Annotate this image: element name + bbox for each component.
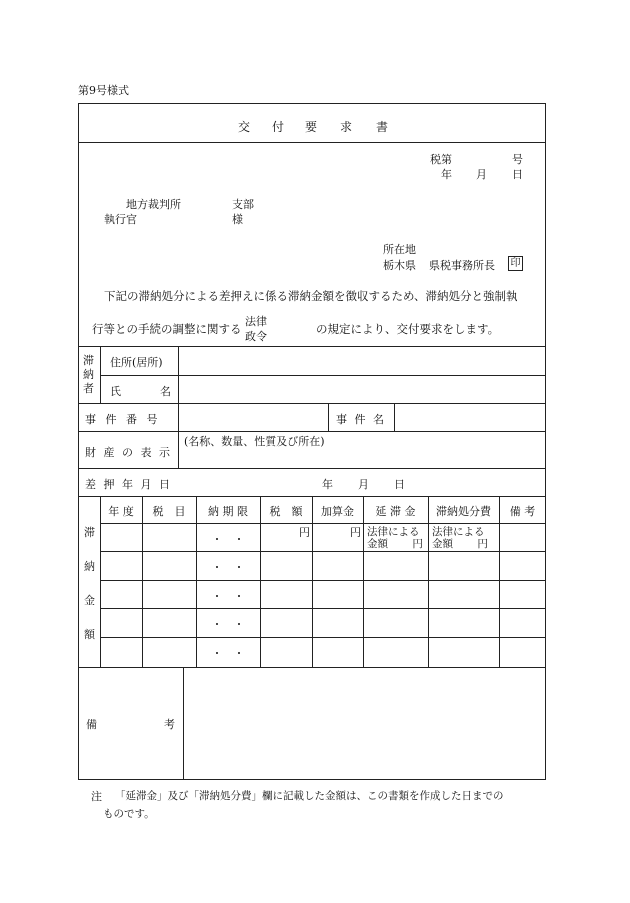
divider bbox=[178, 346, 179, 468]
addressee-honorific: 様 bbox=[232, 213, 243, 226]
ordinance-option: 政令 bbox=[245, 330, 267, 343]
disposal-fee-legal-1: 法律による bbox=[432, 526, 485, 538]
table-header: 備 考 bbox=[509, 505, 536, 518]
divider bbox=[499, 496, 500, 667]
addressee-officer: 執行官 bbox=[104, 213, 137, 226]
due-date-placeholder: ・ ・ bbox=[211, 561, 245, 575]
due-date-placeholder: ・ ・ bbox=[211, 589, 245, 603]
table-header: 税 目 bbox=[152, 505, 186, 518]
property-label: 財 産 の 表 示 bbox=[85, 446, 172, 459]
divider bbox=[363, 496, 364, 667]
name-label-a: 氏 bbox=[110, 385, 121, 398]
body-line-1: 下記の滞納処分による差押えに係る滞納金額を徴収するため、滞納処分と強制執 bbox=[104, 289, 518, 303]
seizure-date-label: 差 押 年 月 日 bbox=[85, 478, 172, 491]
divider bbox=[78, 346, 546, 347]
remarks-label-b: 考 bbox=[164, 718, 175, 731]
divider bbox=[78, 142, 546, 143]
sender-prefecture: 栃木県 bbox=[383, 259, 416, 272]
case-name-label: 事 件 名 bbox=[336, 413, 386, 426]
property-hint: (名称、数量、性質及び所在) bbox=[184, 435, 325, 448]
divider bbox=[78, 667, 546, 668]
table-header: 加算金 bbox=[321, 505, 354, 518]
divider bbox=[260, 496, 261, 667]
case-number-label: 事 件 番 号 bbox=[85, 413, 161, 426]
sender-office: 県税事務所長 bbox=[429, 259, 495, 272]
addressee-court: 地方裁判所 bbox=[126, 198, 181, 211]
seal-mark: 印 bbox=[508, 256, 523, 271]
seizure-year: 年 bbox=[322, 478, 333, 491]
surcharge-yen-unit: 円 bbox=[350, 526, 361, 539]
seizure-month: 月 bbox=[358, 478, 369, 491]
divider bbox=[196, 496, 197, 667]
amount-side-label: 納 bbox=[84, 560, 95, 573]
divider bbox=[394, 403, 395, 431]
table-header: 税 額 bbox=[269, 505, 303, 518]
remarks-label-a: 備 bbox=[86, 718, 97, 731]
divider bbox=[78, 403, 546, 404]
doc-number-suffix: 号 bbox=[512, 153, 523, 166]
law-option: 法律 bbox=[245, 315, 267, 328]
divider bbox=[100, 551, 546, 552]
doc-number-prefix: 税第 bbox=[430, 153, 452, 166]
divider bbox=[100, 346, 101, 403]
date-year: 年 bbox=[441, 168, 452, 181]
date-month: 月 bbox=[476, 168, 487, 181]
body-line-2-post: の規定により、交付要求をします。 bbox=[316, 322, 500, 336]
divider bbox=[183, 667, 184, 780]
divider bbox=[100, 375, 546, 376]
name-label-b: 名 bbox=[160, 385, 171, 398]
amount-side-label: 滞 bbox=[84, 526, 95, 539]
divider bbox=[100, 637, 546, 638]
table-header: 年 度 bbox=[108, 505, 134, 518]
divider bbox=[78, 431, 546, 432]
divider bbox=[142, 496, 143, 667]
due-date-placeholder: ・ ・ bbox=[211, 618, 245, 632]
late-fee-legal-2: 金額 円 bbox=[367, 538, 423, 550]
divider bbox=[428, 496, 429, 667]
late-fee-legal-1: 法律による bbox=[367, 526, 420, 538]
disposal-fee-legal-2: 金額 円 bbox=[432, 538, 488, 550]
divider bbox=[328, 403, 329, 431]
note-line-1: 「延滞金」及び「滞納処分費」欄に記載した金額は、この書類を作成した日までの bbox=[115, 790, 504, 802]
divider bbox=[100, 496, 101, 667]
divider bbox=[312, 496, 313, 667]
divider bbox=[100, 580, 546, 581]
form-number: 第9号様式 bbox=[78, 84, 129, 97]
divider bbox=[78, 468, 546, 469]
due-date-placeholder: ・ ・ bbox=[211, 646, 245, 660]
amount-side-label: 額 bbox=[84, 628, 95, 641]
tax-yen-unit: 円 bbox=[299, 526, 310, 539]
date-day: 日 bbox=[512, 168, 523, 181]
table-header: 納 期 限 bbox=[208, 505, 248, 518]
note-mark: 注 bbox=[91, 790, 102, 803]
divider bbox=[100, 608, 546, 609]
sender-location-label: 所在地 bbox=[383, 243, 416, 256]
due-date-placeholder: ・ ・ bbox=[211, 533, 245, 546]
body-line-2-pre: 行等との手続の調整に関する bbox=[92, 322, 242, 336]
table-header: 滞納処分費 bbox=[436, 505, 491, 518]
table-header: 延 滞 金 bbox=[375, 505, 416, 518]
addressee-branch: 支部 bbox=[232, 198, 254, 211]
seizure-day: 日 bbox=[394, 478, 405, 491]
address-label: 住所(居所) bbox=[110, 356, 163, 369]
note-line-2: ものです。 bbox=[103, 808, 155, 820]
amount-side-label: 金 bbox=[84, 594, 95, 607]
